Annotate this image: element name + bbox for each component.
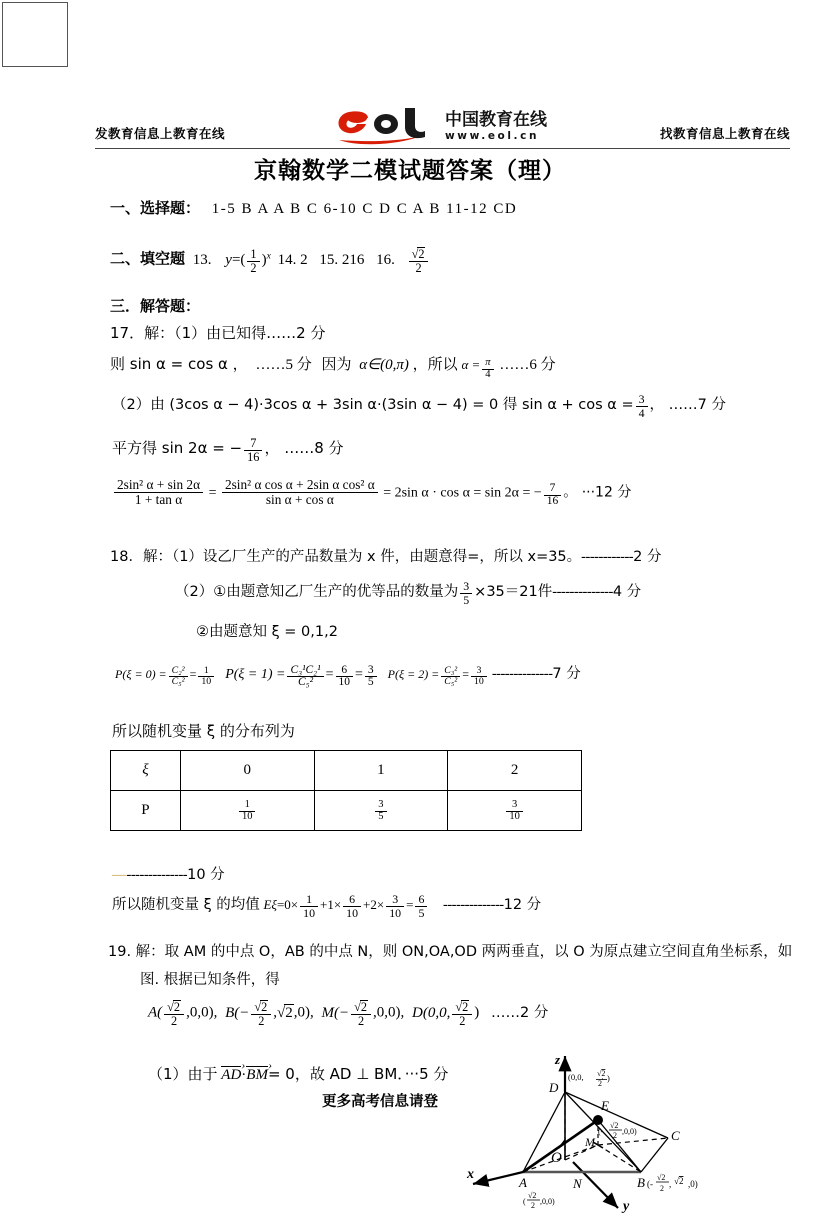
distribution-table [110,750,582,831]
p1-eq: = [325,667,334,682]
p0-eq: = [189,667,197,681]
mean-d: +2× [363,897,385,912]
section3-label: 三．解答题： [110,297,201,315]
header-right-text: 找教育信息上教育在线 [659,126,790,141]
svg-text:2: 2 [613,1131,617,1140]
coord-M-tail: ,0,0), [373,1004,405,1021]
label-C: C [671,1128,680,1143]
p1-value2: $\frac{3}{5}$ [365,665,377,689]
coord-B-root: √2 [277,1004,293,1021]
q17-l2-e: ，所以 [412,355,458,373]
coord-score: ……2 分 [491,1004,549,1021]
q17-l2-f: α = [461,357,481,372]
p0-fraction: $\frac{\text{C₂²}}{\text{C₅²}}$ [169,666,188,687]
cell-p-0 [180,791,314,831]
mean-prefix: 所以随机变量 ξ 的均值 [112,897,260,913]
q18-l2-a: （2）①由题意知乙厂生产的优等品的数量为 [175,584,459,600]
mean-dash: -------------- [443,897,504,913]
svg-text:,0,0): ,0,0) [622,1127,637,1136]
label-E: E [601,1098,609,1113]
q17-pi-over-4: $\frac{\pi}{4}$ [482,358,493,380]
coord-A-tail: ,0,0), [186,1004,218,1021]
mean-f4: $\frac{6}{5}$ [415,893,427,918]
section1-answers: 1-5 B A A B C 6-10 C D C A B 11-12 CD [211,201,518,217]
q17-f2: $\frac{\text{2sin² α cos α + 2sin α cos² α}}{\text{sin α + cos α}}$ [222,478,378,506]
p2-cell-frac: $\frac{3}{10}$ [506,800,523,822]
page-header [95,110,790,148]
q17-l2-b: ……5 分 [255,357,312,373]
p2-value: $\frac{3}{10}$ [471,666,487,687]
q19-line2: 图. 根据已知条件，得 [140,972,280,988]
p1-label: P(ξ = 1) = [225,667,286,682]
label-B: B [637,1175,645,1190]
q19-line1: 19. 解：取 AM 的中点 O，AB 的中点 N，则 ON,OA,OD 两两垂直，以 O 为原点建立空间直角坐标系，如 [108,944,793,960]
q18-line1 [110,545,661,566]
p-score: 7 分 [552,666,581,682]
mean-f1: $\frac{1}{10}$ [300,893,318,918]
label-O: O [551,1150,562,1166]
q17-line2 [110,353,556,381]
coord-B-tail2: ,0), [293,1004,314,1021]
mean-E-symbol: Eξ [263,897,277,912]
svg-text:,: , [669,1179,672,1189]
footer-note: 更多高考信息请登 [322,1094,438,1110]
cell-p-2 [448,791,582,831]
label-D-coord: (0,0, [568,1072,584,1082]
q15-answer: 15. 216 [319,251,365,268]
svg-text:√2: √2 [657,1173,666,1182]
q17-line1: 17．解：（1）由已知得……2 分 [110,324,326,342]
q14-answer: 14. 2 [277,251,308,268]
q17-f1: $\frac{\text{2sin² α + sin 2α}}{\text{1 + tan α}}$ [114,478,203,506]
geometry-diagram [455,1050,820,1214]
coord-B-tail: , [273,1004,278,1021]
q17-eq1: = [208,485,217,501]
label-z: z [555,1052,561,1067]
q18-line3: ②由题意知 ξ = 0,1,2 [196,624,338,640]
p-dash: -------------- [491,666,553,682]
coord-B-label: B(− [225,1004,250,1021]
cell-xi-2: 2 [448,751,582,791]
q17-l2-a: 则 sin α = cos α ， [110,355,248,373]
q18-l2-dash: -------------- [552,584,613,600]
label-x: x [467,1167,474,1182]
coord-A-frac: $\frac{√2}{2}$ [164,1000,184,1027]
svg-text:√2: √2 [610,1121,619,1130]
cell-xi-0: 0 [180,751,314,791]
q18-l1-score: 2 分 [633,549,662,565]
label-A: A [519,1175,527,1190]
q18-probabilities [115,662,581,689]
q17-l4-a: 平方得 sin 2α = − [112,439,243,457]
q16-fraction: $\frac{√2}{2}$ [409,247,429,274]
q18-line2 [175,580,641,606]
section1-label: 一、选择题： [110,199,201,217]
q18-after-table: —--------------10 分 [112,867,225,883]
p0-value: $\frac{1}{10}$ [198,666,214,687]
q19-p1-b: = 0，故 AD ⊥ BM．···5 分 [267,1065,449,1083]
mean-c: +1× [320,897,342,912]
coord-D-frac: $\frac{√2}{2}$ [452,1000,472,1027]
section-choice-questions [110,197,517,218]
q13-close: ) [261,251,267,268]
q13-fraction: $\frac{1}{2}$ [247,248,259,274]
q17-l3-b: ， ……7 分 [649,397,726,413]
q18-dist-intro: 所以随机变量 ξ 的分布列为 [112,722,295,740]
svg-text:,0): ,0) [688,1179,698,1189]
label-M-coord: (- [598,1127,604,1136]
q13-eq: =( [231,251,246,268]
q18-l2-b: ×35＝21件 [474,584,553,600]
cell-p-label: P [111,791,181,831]
label-D: D [549,1080,559,1095]
cell-xi-1: 1 [314,751,448,791]
label-N: N [573,1176,582,1191]
coord-D-tail: ) [474,1004,480,1021]
q18-mean-line [112,893,541,919]
svg-text:): ) [607,1073,610,1083]
cell-p-1 [314,791,448,831]
mean-e: = [406,897,414,912]
coord-A-label: A( [148,1004,163,1021]
svg-text:,0,0): ,0,0) [540,1197,555,1206]
cell-xi-label: ξ [111,751,181,791]
p1-fraction: $\frac{\text{C₃¹C₂¹}}{\text{C₅²}}$ [287,665,323,689]
svg-text:2: 2 [598,1079,602,1088]
q19-p1-a: （1）由于 [148,1065,218,1083]
q18-l1-text: 18．解：（1）设乙厂生产的产品数量为 x 件，由题意得=，所以 x=35。 [110,549,582,565]
mean-f2: $\frac{6}{10}$ [343,893,361,918]
p1-eq2: = [354,667,363,682]
mean-f3: $\frac{3}{10}$ [386,893,404,918]
q13-exponent: x [266,250,271,262]
q17-l2-c: 因为 [321,355,352,373]
svg-text:2: 2 [660,1184,664,1193]
q17-f3: $\frac{7}{16}$ [544,483,561,507]
q16-number: 16. [376,251,395,268]
table-row-p [111,791,582,831]
svg-text:√2: √2 [528,1191,537,1200]
p2-fraction: $\frac{\text{C₃²}}{\text{C₅²}}$ [441,666,460,687]
page-title: 京翰数学二模试题答案（理） [254,158,566,184]
svg-text:www.eol.cn: www.eol.cn [444,130,539,142]
coord-D-label: D(0,0, [412,1004,451,1021]
svg-text:2: 2 [531,1201,535,1210]
q17-line3 [112,393,726,419]
q17-l5-end: 。 ···12 分 [563,484,632,501]
p1-value: $\frac{6}{10}$ [336,665,353,689]
q13-number: 13. [192,251,212,268]
label-M: M [585,1135,595,1149]
eol-logo [335,106,551,146]
header-divider [95,148,790,149]
svg-text:√2: √2 [597,1069,606,1078]
mean-score: 12 分 [503,897,542,913]
header-left-text: 发教育信息上教育在线 [95,126,226,141]
q19-dot: · [241,1067,247,1083]
label-y: y [623,1199,630,1214]
corner-placeholder-box [2,2,68,67]
table-row-xi [111,751,582,791]
p1-cell-frac: $\frac{3}{5}$ [375,800,386,822]
coord-M-label: M(− [321,1004,350,1021]
q13-y: y [225,251,232,268]
label-A-coord: ( [523,1197,526,1206]
svg-text:中国教育在线: 中国教育在线 [444,110,547,130]
section-fill-blank [110,247,430,274]
q18-l1-dash: ------------ [581,549,634,565]
q18-l2-score: 4 分 [612,584,642,600]
coord-B-frac: $\frac{√2}{2}$ [251,1000,271,1027]
q17-eq2: = 2sin α · cos α = sin 2α = − [383,485,542,501]
p0-label: P(ξ = 0) = [115,667,167,681]
after-table-dash: -------------- [126,867,188,883]
after-table-score: 10 分 [187,867,225,883]
svg-text:√2: √2 [674,1176,684,1186]
mean-b: =0× [276,897,299,912]
q17-l2-d: α∈(0,π) [359,357,409,373]
vector-BM: BM › [246,1066,268,1084]
q19-part1 [148,1063,448,1084]
q19-coordinates [148,1000,548,1027]
p2-label: P(ξ = 2) = [387,667,440,681]
q17-l4-b: ， ……8 分 [264,439,344,457]
q17-line4 [112,437,344,463]
q17-l2-g: ……6 分 [499,357,556,373]
label-B-coord: (- [647,1179,653,1189]
q18-frac-3-5: $\frac{3}{5}$ [460,580,472,605]
p2-eq: = [462,667,469,681]
q17-frac-7-16: $\frac{7}{16}$ [244,437,262,463]
q17-line5 [112,478,631,507]
vector-AD: AD › [221,1066,241,1084]
q17-l3-a: （2）由 (3cos α − 4)·3cos α + 3sin α·(3sin α − 4) = 0 得 sin α + cos α = [112,397,634,413]
p0-cell-frac: $\frac{1}{10}$ [239,800,256,822]
coord-M-frac: $\frac{√2}{2}$ [351,1000,371,1027]
section2-label: 二、填空题 [110,249,186,268]
q17-frac-3-4: $\frac{3}{4}$ [636,393,648,418]
